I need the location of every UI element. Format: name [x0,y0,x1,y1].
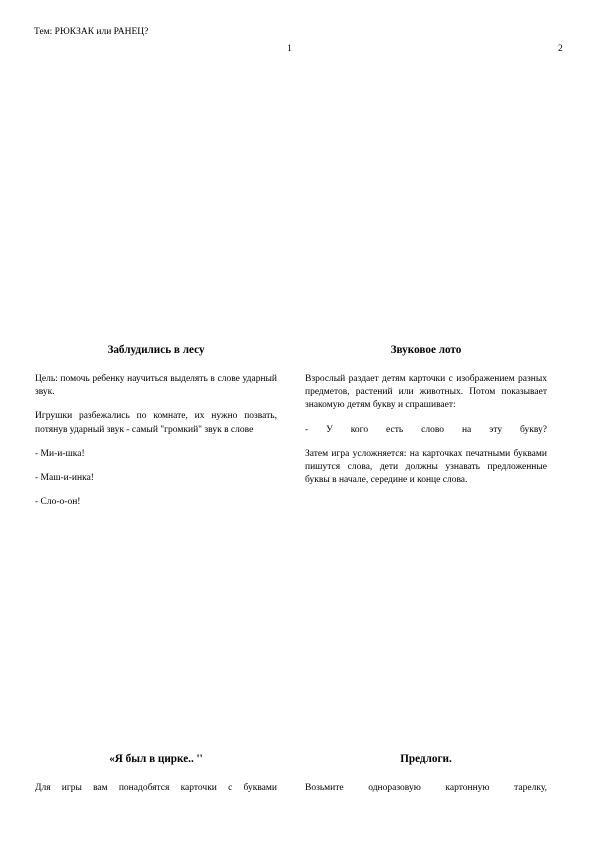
game-paragraph: Взрослый раздает детям карточки с изображением разных предметов, растений или животных. Потом показывает знакомую детям букву и спрашивает: [305,374,547,411]
game-title: Заблудились в лесу [107,344,205,356]
document-title: Тем: РЮКЗАК или РАНЕЦ? [34,27,149,37]
page-number-right: 2 [558,44,563,54]
game-card-lost-in-forest [35,343,277,520]
game-paragraph: Для игры вам понадобятся карточки с буквами [35,783,277,793]
game-paragraph: Цель: помочь ребенку научиться выделять в слове ударный звук. [35,374,277,398]
page-number-left: 1 [287,44,292,54]
game-title: Предлоги. [400,753,452,765]
game-paragraph: - Сло-о-он! [35,497,81,508]
game-title: Звуковое лото [390,344,462,356]
game-paragraph: Затем игра усложняется: на карточках печатными буквами пишутся слова, дети должны узнавать предложенные буквы в начале, середине и конце слова. [305,448,547,486]
game-card-circus [35,752,277,806]
game-paragraph: - Ми-и-шка! [35,448,85,459]
game-card-sound-lotto [305,343,547,498]
game-paragraph: - У кого есть слово на эту букву? [305,424,547,435]
game-card-prepositions [305,752,547,806]
game-paragraph: Игрушки разбежались по комнате, их нужно позвать, потянув ударный звук - самый "громкий" звук в слове [35,411,277,435]
game-paragraph: Возьмите одноразовую картонную тарелку, [305,783,547,793]
game-title: «Я был в цирке.. '' [109,753,203,765]
game-paragraph: - Маш-и-инка! [35,473,94,484]
